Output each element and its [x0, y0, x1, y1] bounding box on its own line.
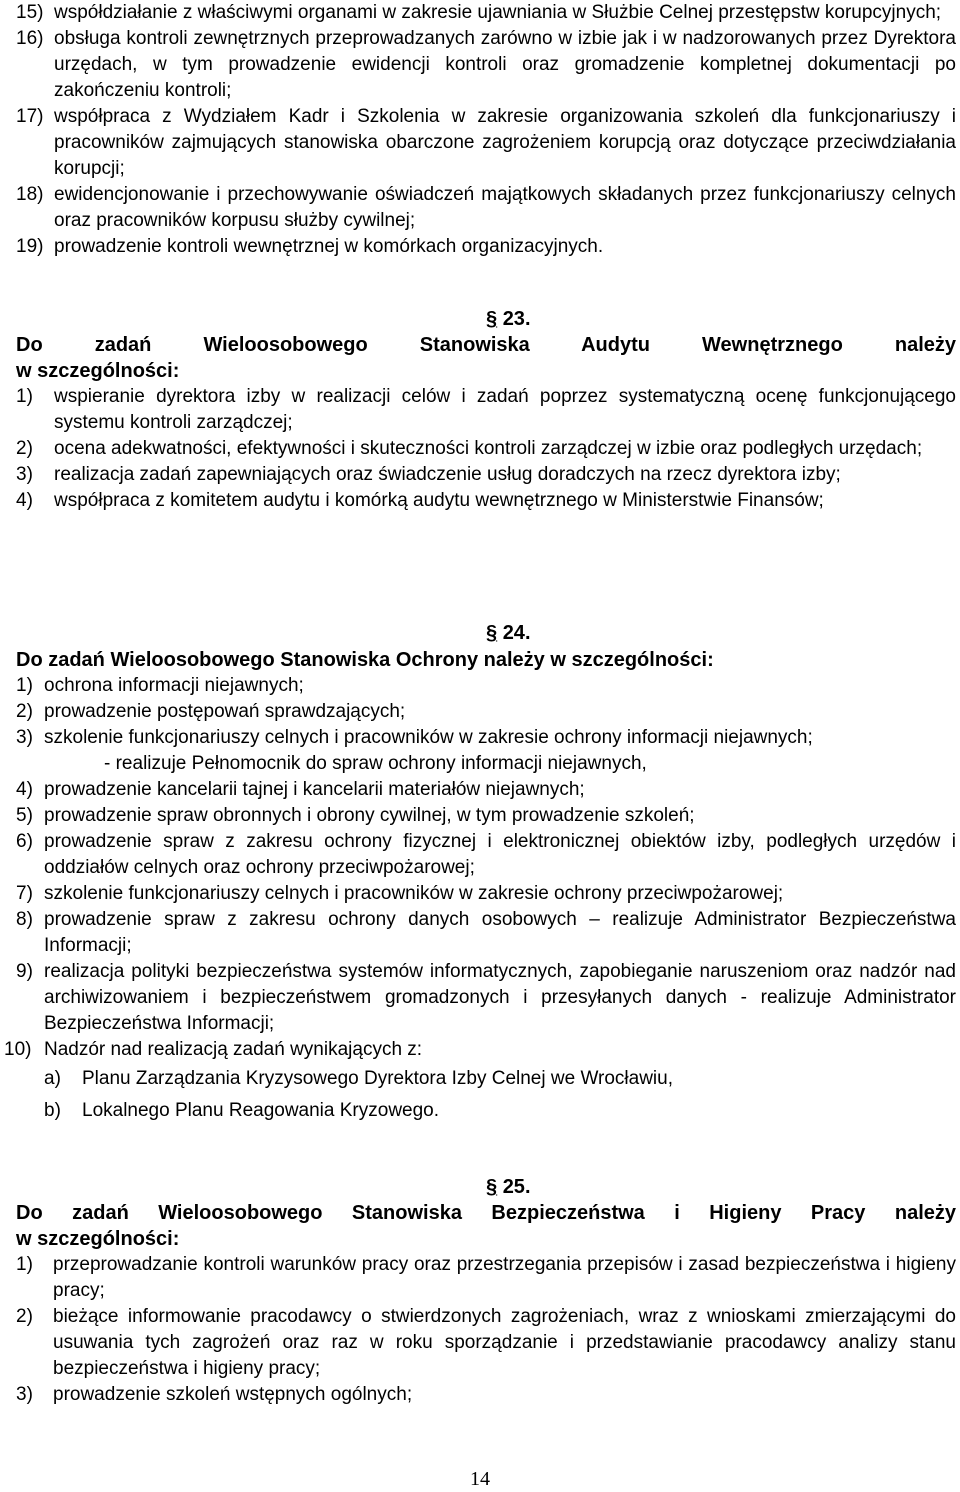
- list-item: [16, 699, 956, 725]
- item-text: prowadzenie spraw z zakresu ochrony fizycznej i elektronicznej obiektów izby, podległych urzędów i oddziałów celnych oraz ochrony przeciwpożarowej;: [44, 831, 956, 878]
- item-number: 9): [16, 961, 33, 982]
- sub-item-letter: a): [44, 1068, 61, 1089]
- item-number: 8): [16, 909, 33, 930]
- list-item: [16, 436, 956, 462]
- item-text: ewidencjonowanie i przechowywanie oświadczeń majątkowych składanych przez funkcjonariuszy celnych oraz pracowników korpusu służby cywilnej;: [54, 184, 956, 231]
- item-text: szkolenie funkcjonariuszy celnych i pracowników w zakresie ochrony przeciwpożarowej;: [44, 883, 784, 904]
- section-heading: Do zadań Wieloosobowego Stanowiska Ochrony należy w szczególności:: [16, 649, 714, 671]
- item-number: 2): [16, 1306, 33, 1327]
- item-text: bieżące informowanie pracodawcy o stwierdzonych zagrożeniach, wraz z wnioskami zmierzającymi do usuwania tych zagrożeń oraz raz w roku sporządzanie i przedstawianie pracodawcy analizy stanu bezpieczeństwa i higieny pracy;: [53, 1306, 956, 1379]
- item-number: 3): [16, 727, 33, 748]
- item-number: 4): [16, 490, 33, 511]
- list-item: [16, 777, 956, 803]
- item-number: 2): [16, 701, 33, 722]
- item-text: prowadzenie postępowań sprawdzających;: [44, 701, 406, 722]
- section-heading-cont: w szczególności:: [16, 1228, 180, 1250]
- section-23: [16, 332, 956, 514]
- sub-item-text: Planu Zarządzania Kryzysowego Dyrektora Izby Celnej we Wrocławiu,: [82, 1068, 674, 1089]
- item-number: 10): [4, 1039, 32, 1060]
- section-number-25: § 25.: [486, 1176, 531, 1198]
- section-heading: Do zadań Wieloosobowego Stanowiska Bezpieczeństwa i Higieny Pracy należy: [16, 1202, 956, 1224]
- list-item: [16, 234, 956, 260]
- item-number: 18): [16, 184, 44, 205]
- list-item: [16, 104, 956, 182]
- item-text: prowadzenie kontroli wewnętrznej w komórkach organizacyjnych.: [54, 236, 604, 257]
- item-number: 17): [16, 106, 44, 127]
- section-heading: Do zadań Wieloosobowego Stanowiska Audytu Wewnętrznego należy: [16, 334, 956, 356]
- section-25: [16, 1200, 956, 1408]
- item-text: Nadzór nad realizacją zadań wynikających z:: [44, 1039, 423, 1060]
- list-item: [16, 1382, 956, 1408]
- sub-list-item: [16, 1066, 956, 1092]
- item-number: 15): [16, 2, 44, 23]
- item-number: 5): [16, 805, 33, 826]
- item-text: prowadzenie spraw z zakresu ochrony danych osobowych – realizuje Administrator Bezpieczeństwa Informacji;: [44, 909, 956, 956]
- list-item: [16, 26, 956, 104]
- list-item: [16, 673, 956, 699]
- item-text: ochrona informacji niejawnych;: [44, 675, 304, 696]
- section-24: [4, 647, 956, 1124]
- item-text: współdziałanie z właściwymi organami w zakresie ujawniania w Służbie Celnej przestępstw korupcyjnych;: [54, 2, 942, 23]
- list-item: [16, 182, 956, 234]
- item-number: 6): [16, 831, 33, 852]
- sub-item-letter: b): [44, 1100, 61, 1121]
- list-item: [16, 462, 956, 488]
- section-number-23: § 23.: [486, 308, 531, 330]
- item-number: 19): [16, 236, 44, 257]
- item-text: szkolenie funkcjonariuszy celnych i pracowników w zakresie ochrony informacji niejawnych;: [44, 727, 813, 748]
- list-item: [16, 829, 956, 881]
- item-text: ocena adekwatności, efektywności i skuteczności kontroli zarządczej w izbie oraz podległych urzędach;: [54, 438, 923, 459]
- item-number: 1): [16, 1254, 33, 1275]
- list-item: [16, 959, 956, 1037]
- item-text: realizacja zadań zapewniających oraz świadczenie usług doradczych na rzecz dyrektora izby;: [54, 464, 841, 485]
- item-number: 3): [16, 464, 33, 485]
- item-number: 2): [16, 438, 33, 459]
- list-item: [16, 384, 956, 436]
- list-item: [4, 1037, 956, 1063]
- item-text: prowadzenie kancelarii tajnej i kancelarii materiałów niejawnych;: [44, 779, 585, 800]
- item-number: 1): [16, 386, 33, 407]
- item-number: 3): [16, 1384, 33, 1405]
- item-text: współpraca z Wydziałem Kadr i Szkolenia w zakresie organizowania szkoleń dla funkcjonariuszy i pracowników zajmujących stanowiska obarczone zagrożeniem korupcją oraz dotyczące przeciwdziałania korupcji;: [54, 106, 956, 179]
- sub-item-text: Lokalnego Planu Reagowania Kryzowego.: [82, 1100, 440, 1121]
- section-heading-cont: w szczególności:: [16, 360, 180, 382]
- list-item: [16, 1304, 956, 1382]
- list-item: [16, 1252, 956, 1304]
- item-text: przeprowadzanie kontroli warunków pracy oraz przestrzegania przepisów i zasad bezpieczeństwa i higieny pracy;: [53, 1254, 956, 1301]
- sub-list-item: [16, 1098, 956, 1124]
- page-number: 14: [470, 1468, 490, 1490]
- item-number: 16): [16, 28, 44, 49]
- item-text: prowadzenie spraw obronnych i obrony cywilnej, w tym prowadzenie szkoleń;: [44, 805, 695, 826]
- list-item: [16, 488, 956, 514]
- list-item: [16, 907, 956, 959]
- item-note: - realizuje Pełnomocnik do spraw ochrony informacji niejawnych,: [104, 753, 647, 774]
- list-item: [16, 881, 956, 907]
- item-number: 1): [16, 675, 33, 696]
- item-text: wspieranie dyrektora izby w realizacji celów i zadań poprzez systematyczną ocenę funkcjonującego systemu kontroli zarządczej;: [54, 386, 956, 433]
- list-item: [16, 725, 956, 751]
- item-number: 7): [16, 883, 33, 904]
- continued-list: [16, 0, 956, 260]
- list-item: [16, 803, 956, 829]
- list-item: [16, 0, 956, 26]
- item-text: obsługa kontroli zewnętrznych przeprowadzanych zarówno w izbie jak i w nadzorowanych przez Dyrektora urzędach, w tym prowadzenie ewidencji kontroli oraz gromadzenie kompletnej dokumentacji po zakończeniu kontroli;: [54, 28, 956, 101]
- item-number: 4): [16, 779, 33, 800]
- item-text: prowadzenie szkoleń wstępnych ogólnych;: [53, 1384, 413, 1405]
- item-text: realizacja polityki bezpieczeństwa systemów informatycznych, zapobieganie naruszeniom oraz nadzór nad archiwizowaniem i bezpieczeństwem gromadzonych i przesyłanych danych - realizuje Administrator Bezpieczeństwa Informacji;: [44, 961, 956, 1034]
- item-text: współpraca z komitetem audytu i komórką audytu wewnętrznego w Ministerstwie Finansów;: [54, 490, 824, 511]
- section-number-24: § 24.: [486, 622, 531, 644]
